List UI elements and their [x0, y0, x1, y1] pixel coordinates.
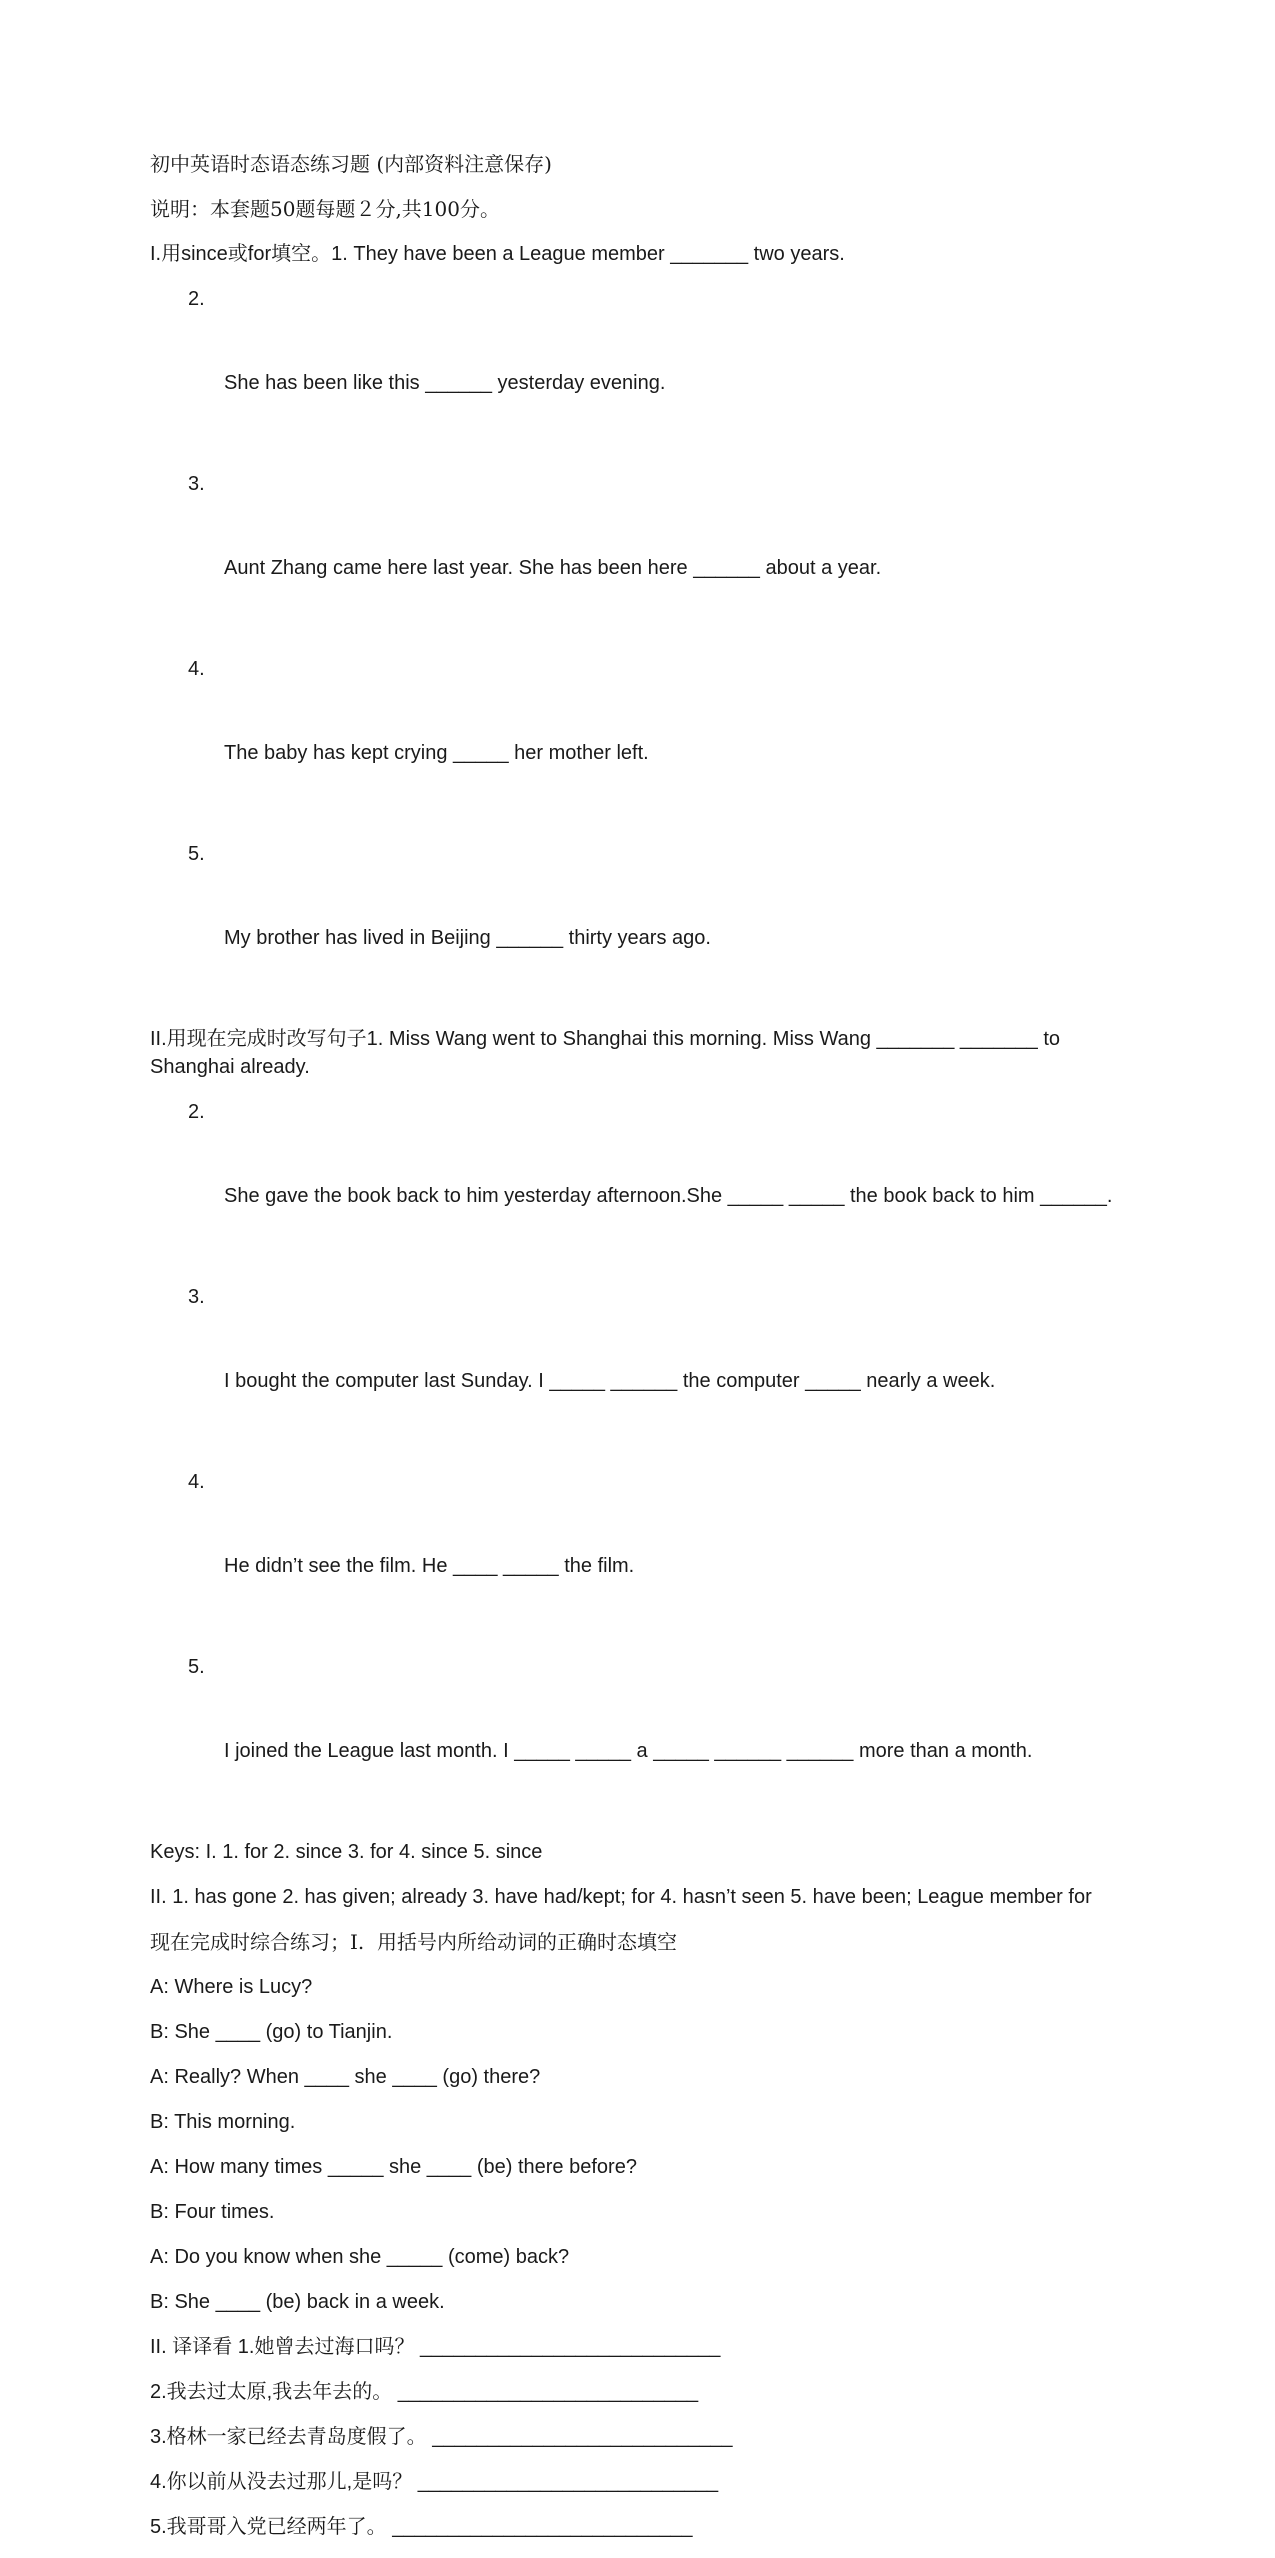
item-number: 5.: [188, 843, 205, 865]
item-number: 3.: [188, 1286, 205, 1308]
section3-heading: 现在完成时综合练习；I. 用括号内所给动词的正确时态填空: [150, 1930, 677, 1954]
instructions: 说明：本套题50题每题２分,共100分。: [150, 197, 500, 221]
document-title: 初中英语时态语态练习题 (内部资料注意保存): [150, 152, 552, 176]
item-number: 5.: [188, 1656, 205, 1678]
item-number: 2.: [188, 1101, 205, 1123]
item-text: I joined the League last month. I _____ _____ a _____ ______ ______ more than a month.: [224, 1740, 1033, 1762]
section2-item: [150, 1098, 1125, 1266]
section1-heading: I.用since或for填空。1. They have been a League member _______ two years.: [150, 243, 845, 265]
item-number: 3.: [188, 473, 205, 495]
item-text: I bought the computer last Sunday. I _____ ______ the computer _____ nearly a week.: [224, 1370, 996, 1392]
dialogue-line: A: Where is Lucy?: [150, 1976, 313, 1998]
dialogue-line: B: Four times.: [150, 2201, 275, 2223]
item-text: My brother has lived in Beijing ______ thirty years ago.: [224, 927, 711, 949]
translation-line: 5.我哥哥入党已经两年了。 ___________________________: [150, 2516, 693, 2538]
keys-line-2: II. 1. has gone 2. has given; already 3. have had/kept; for 4. hasn’t seen 5. have been; League member for: [150, 1886, 1092, 1908]
item-number: 4.: [188, 1471, 205, 1493]
translation-line: 4.你以前从没去过那儿,是吗？ ___________________________: [150, 2471, 719, 2493]
dialogue-line: A: How many times _____ she ____ (be) there before?: [150, 2156, 637, 2178]
dialogue-line: B: She ____ (be) back in a week.: [150, 2291, 445, 2313]
item-text: Aunt Zhang came here last year. She has been here ______ about a year.: [224, 557, 882, 579]
section2-item: [150, 1653, 1125, 1821]
section2-item: [150, 1468, 1125, 1636]
translation-line: 3.格林一家已经去青岛度假了。 ___________________________: [150, 2426, 733, 2448]
item-text: The baby has kept crying _____ her mother left.: [224, 742, 649, 764]
item-number: 4.: [188, 658, 205, 680]
document-body: [150, 150, 1125, 2558]
item-number: 2.: [188, 288, 205, 310]
dialogue-line: A: Really? When ____ she ____ (go) there?: [150, 2066, 541, 2088]
section2-item: [150, 1283, 1125, 1451]
item-text: She has been like this ______ yesterday evening.: [224, 372, 666, 394]
section2-heading: II.用现在完成时改写句子1. Miss Wang went to Shanghai this morning. Miss Wang _______ _______ to Shanghai already.: [150, 1028, 1066, 1078]
section1-item: [150, 470, 1125, 638]
keys-line-1: Keys: I. 1. for 2. since 3. for 4. since 5. since: [150, 1841, 543, 1863]
section1-item: [150, 285, 1125, 453]
section1-item: [150, 840, 1125, 1008]
dialogue-line: B: She ____ (go) to Tianjin.: [150, 2021, 393, 2043]
section1-item: [150, 655, 1125, 823]
item-text: He didn’t see the film. He ____ _____ the film.: [224, 1555, 635, 1577]
translation-line: 2.我去过太原,我去年去的。 ___________________________: [150, 2381, 699, 2403]
dialogue-line: B: This morning.: [150, 2111, 296, 2133]
item-text: She gave the book back to him yesterday afternoon.She _____ _____ the book back to him ______.: [224, 1185, 1113, 1207]
translation-line: II. 译译看 1.她曾去过海口吗？ ___________________________: [150, 2336, 721, 2358]
dialogue-line: A: Do you know when she _____ (come) back?: [150, 2246, 570, 2268]
